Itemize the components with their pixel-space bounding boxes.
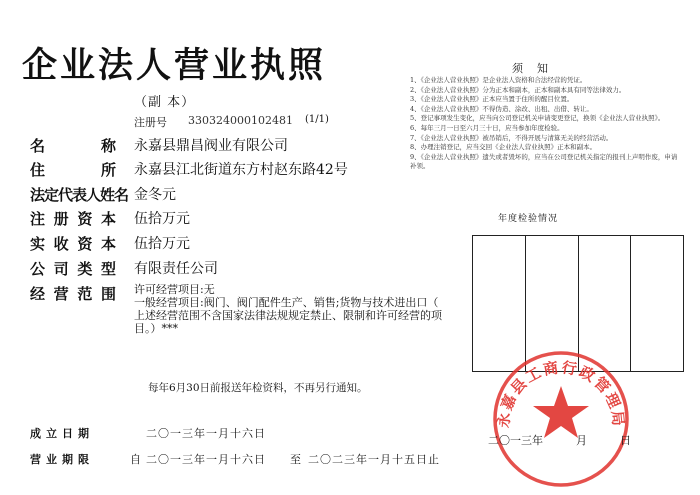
registration-number: 330324000102481: [188, 114, 293, 127]
scope-line: 目。）***: [134, 322, 178, 335]
copy-type-label: （副 本）: [134, 95, 196, 110]
company-type: 有限责任公司: [134, 261, 218, 277]
term-label: 营业期限: [30, 453, 94, 466]
field-label: 经营范围: [30, 285, 116, 303]
registration-page-indicator: (1/1): [305, 114, 329, 125]
registration-number-label: 注册号: [134, 116, 167, 129]
field-label: 注册资本: [30, 210, 116, 228]
annual-inspection-title: 年度检验情况: [498, 214, 559, 224]
instructions-title: 须知: [512, 62, 562, 75]
field-label: 法定代表人姓名: [30, 186, 129, 204]
field-label: 名称: [30, 137, 116, 155]
company-address: 永嘉县江北街道东方村赵东路42号: [134, 162, 348, 178]
established-label: 成立日期: [30, 427, 94, 440]
issue-day: 日: [620, 434, 631, 447]
paid-in-capital: 伍拾万元: [134, 236, 190, 252]
instruction-item: 1、《企业法人营业执照》是企业法人资格和合法经营的凭证。: [410, 76, 587, 84]
term-from-prefix: 自: [130, 453, 142, 466]
inspection-cell: [630, 236, 683, 371]
instruction-item: 2、《企业法人营业执照》分为正本和副本，正本和副本具有同等法律效力。: [410, 85, 626, 94]
scope-line: 一般经营项目:阀门、阀门配件生产、销售;货物与技术进出口（: [134, 296, 439, 309]
registered-capital: 伍拾万元: [134, 211, 190, 227]
term-to-prefix: 至: [290, 453, 302, 466]
field-label: 实收资本: [30, 235, 116, 253]
svg-text:永嘉县工商行政管理局: 永嘉县工商行政管理局: [494, 358, 628, 429]
term-from-date: 二〇一三年一月十六日: [146, 453, 266, 466]
legal-representative: 金冬元: [134, 187, 176, 203]
official-seal-icon: [490, 348, 632, 490]
established-date: 二〇一三年一月十六日: [146, 427, 266, 440]
instruction-item: 3、《企业法人营业执照》正本应当置于住所的醒目位置。: [410, 95, 574, 104]
term-to-date: 二〇二三年一月十五日止: [308, 453, 440, 466]
license-title: 企业法人营业执照: [22, 46, 327, 86]
company-name: 永嘉县鼎昌阀业有限公司: [134, 138, 288, 154]
business-scope-text: [134, 283, 449, 335]
instruction-item: 7、《企业法人营业执照》被吊销后，不得开展与清算无关的经营活动。: [410, 133, 613, 142]
scope-line: 许可经营项目:无: [134, 283, 215, 296]
instruction-item: 6、每年三月一日至六月三十日，应当参加年度检验。: [410, 123, 564, 132]
instructions-list: [410, 76, 680, 172]
instruction-item: 4、《企业法人营业执照》不得伪造、涂改、出租、出借、转让。: [410, 104, 593, 113]
issue-year: 二〇一三年: [488, 434, 543, 447]
field-label: 住所: [30, 161, 116, 179]
instruction-item: 5、登记事项发生变化，应当向公司登记机关申请变更登记，换领《企业法人营业执照》。: [410, 114, 665, 123]
issue-month: 月: [576, 434, 587, 447]
instruction-item: 9、《企业法人营业执照》遗失或者毁坏的，应当在公司登记机关指定的报刊上声明作废，申请补领。: [410, 152, 678, 171]
annual-report-notice: 每年6月30日前报送年检资料，不再另行通知。: [148, 382, 368, 394]
issue-date: [488, 432, 631, 448]
instruction-item: 8、办理注销登记，应当交回《企业法人营业执照》正本和副本。: [410, 143, 597, 152]
field-label: 公司类型: [30, 260, 116, 278]
scope-line: 上述经营范围不含国家法律法规规定禁止、限制和许可经营的项: [134, 309, 442, 322]
